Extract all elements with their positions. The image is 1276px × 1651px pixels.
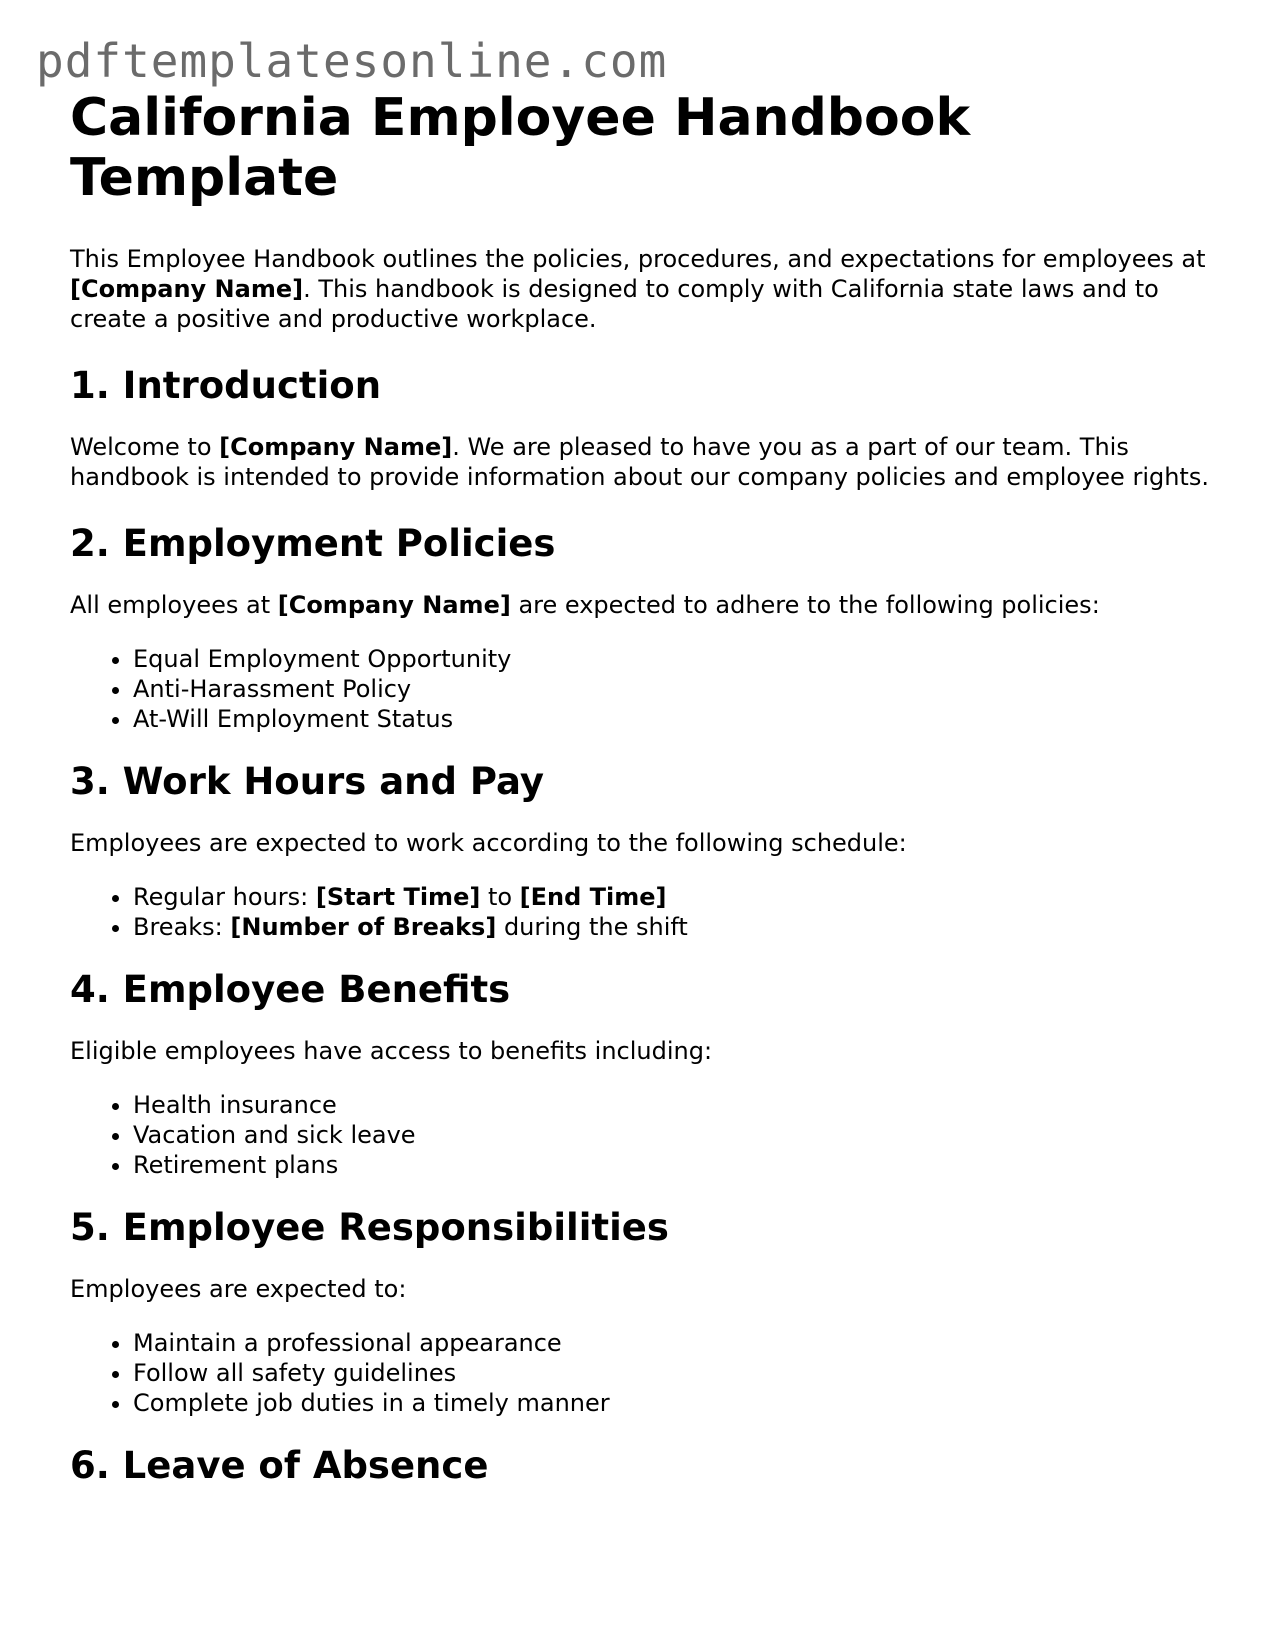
policies-paragraph xyxy=(70,590,1210,620)
hours-list xyxy=(70,882,1210,942)
list-item: • Health insurance xyxy=(133,1090,1210,1120)
watermark-text: pdftemplatesonline.com xyxy=(36,34,668,88)
section-heading-leave-of-absence: 6. Leave of Absence xyxy=(70,1444,489,1487)
list-item: • Retirement plans xyxy=(133,1150,1210,1180)
section-heading-employee-benefits: 4. Employee Benefits xyxy=(70,968,511,1011)
hours-paragraph: Employees are expected to work according to the following schedule: xyxy=(70,829,907,857)
start-time-placeholder: [Start Time] xyxy=(315,883,481,911)
responsibilities-paragraph: Employees are expected to: xyxy=(70,1275,407,1303)
list-item: • Follow all safety guidelines xyxy=(133,1358,1210,1388)
number-of-breaks-placeholder: [Number of Breaks] xyxy=(230,913,497,941)
intro-paragraph xyxy=(70,244,1210,334)
list-item: • Complete job duties in a timely manner xyxy=(133,1388,1210,1418)
to-text: to xyxy=(480,883,520,911)
policies-list xyxy=(70,644,1210,734)
company-name-placeholder: [Company Name] xyxy=(70,275,304,303)
benefits-list xyxy=(70,1090,1210,1180)
document-body xyxy=(70,88,1210,1488)
intro-text-after: . This handbook is designed to comply with California state laws and to create a positive and productive workplace. xyxy=(70,275,1159,333)
introduction-text-before: Welcome to xyxy=(70,433,220,461)
section-heading-introduction: 1. Introduction xyxy=(70,364,382,407)
list-item: • Maintain a professional appearance xyxy=(133,1328,1210,1358)
intro-text-before: This Employee Handbook outlines the policies, procedures, and expectations for employees at xyxy=(70,245,1206,273)
policies-text-after: are expected to adhere to the following policies: xyxy=(510,591,1100,619)
list-item xyxy=(133,882,1210,912)
introduction-paragraph xyxy=(70,432,1210,492)
breaks-label: Breaks: xyxy=(133,913,231,941)
section-heading-work-hours: 3. Work Hours and Pay xyxy=(70,760,544,803)
company-name-placeholder: [Company Name] xyxy=(277,591,511,619)
end-time-placeholder: [End Time] xyxy=(519,883,667,911)
page-title: California Employee Handbook Template xyxy=(70,88,971,208)
introduction-text-after: . We are pleased to have you as a part of our team. This handbook is intended to provide information about our company policies and employee rights. xyxy=(70,433,1209,491)
policies-text-before: All employees at xyxy=(70,591,278,619)
list-item: • At-Will Employment Status xyxy=(133,704,1210,734)
section-heading-employee-responsibilities: 5. Employee Responsibilities xyxy=(70,1206,669,1249)
benefits-paragraph: Eligible employees have access to benefits including: xyxy=(70,1037,713,1065)
company-name-placeholder: [Company Name] xyxy=(219,433,453,461)
list-item: • Equal Employment Opportunity xyxy=(133,644,1210,674)
list-item: • Vacation and sick leave xyxy=(133,1120,1210,1150)
breaks-text-after: during the shift xyxy=(496,913,688,941)
list-item: • Anti-Harassment Policy xyxy=(133,674,1210,704)
section-heading-employment-policies: 2. Employment Policies xyxy=(70,522,556,565)
list-item xyxy=(133,912,1210,942)
responsibilities-list xyxy=(70,1328,1210,1418)
regular-hours-label: Regular hours: xyxy=(133,883,316,911)
